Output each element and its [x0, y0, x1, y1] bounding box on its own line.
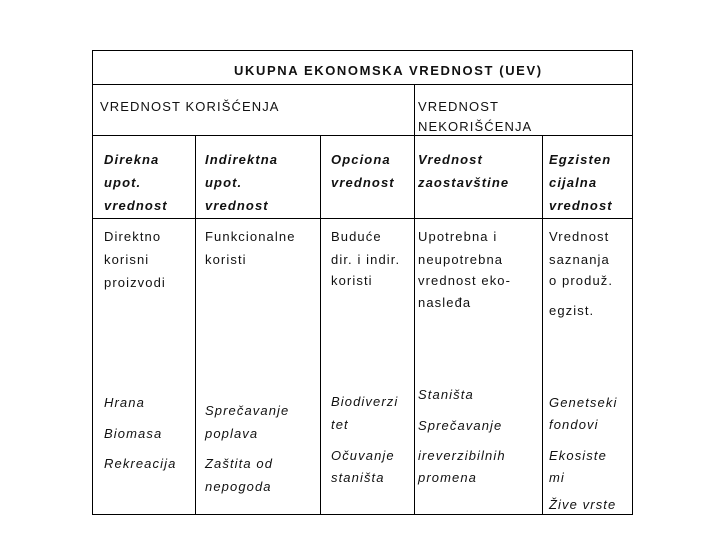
uev-table [92, 50, 633, 515]
col1-header-line1: Direkna [104, 152, 160, 167]
col2-header-line3: vrednost [205, 198, 269, 213]
nonuse-value-header-line1: VREDNOST [418, 99, 500, 114]
col3-desc-line3: koristi [331, 273, 373, 288]
col3-example-3: Očuvanje [331, 448, 395, 463]
col2-desc-line2: koristi [205, 252, 247, 267]
col1-example-2: Biomasa [104, 426, 163, 441]
group-header-divider [93, 135, 632, 136]
col3-example-2: tet [331, 417, 349, 432]
col5-example-1: Genetseki [549, 395, 618, 410]
col5-desc-line1: Vrednost [549, 229, 610, 244]
col5-header-line1: Egzisten [549, 152, 612, 167]
col-divider-2 [320, 135, 321, 515]
col4-example-4: promena [418, 470, 478, 485]
col4-header-line2: zaostavštine [418, 175, 510, 190]
col2-header-line1: Indirektna [205, 152, 279, 167]
col4-desc-line2: neupotrebna [418, 252, 504, 267]
col3-desc-line1: Buduće [331, 229, 382, 244]
col2-desc-line1: Funkcionalne [205, 229, 296, 244]
col4-desc-line1: Upotrebna i [418, 229, 498, 244]
col2-example-3: Zaštita od [205, 456, 274, 471]
col4-example-2: Sprečavanje [418, 418, 503, 433]
title-row-divider [93, 84, 632, 85]
col5-example-2: fondovi [549, 417, 599, 432]
col3-header-line2: vrednost [331, 175, 395, 190]
col2-example-4: nepogoda [205, 479, 272, 494]
col4-desc-line3: vrednost eko- [418, 273, 512, 288]
col4-example-3: ireverzibilnih [418, 448, 506, 463]
col1-desc-line3: proizvodi [104, 275, 166, 290]
col5-example-4: mi [549, 470, 565, 485]
col1-example-3: Rekreacija [104, 456, 177, 471]
use-value-header: VREDNOST KORIŠĆENJA [100, 99, 280, 114]
col1-desc-line2: korisni [104, 252, 150, 267]
col5-desc-line4: egzist. [549, 303, 595, 318]
col2-example-2: poplava [205, 426, 259, 441]
col1-desc-line1: Direktno [104, 229, 162, 244]
col1-header-line2: upot. [104, 175, 142, 190]
col3-example-1: Biodiverzi [331, 394, 399, 409]
column-header-divider [93, 218, 632, 219]
col3-desc-line2: dir. i indir. [331, 252, 401, 267]
col-divider-4 [542, 135, 543, 515]
col4-header-line1: Vrednost [418, 152, 483, 167]
col2-example-1: Sprečavanje [205, 403, 290, 418]
col5-header-line3: vrednost [549, 198, 613, 213]
col4-desc-line4: nasleđa [418, 295, 472, 310]
table-title: UKUPNA EKONOMSKA VREDNOST (UEV) [234, 63, 543, 78]
col1-header-line3: vrednost [104, 198, 168, 213]
col5-example-5: Žive vrste [549, 497, 617, 512]
col5-header-line2: cijalna [549, 175, 598, 190]
col-divider-1 [195, 135, 196, 515]
col2-header-line2: upot. [205, 175, 243, 190]
col5-desc-line2: saznanja [549, 252, 610, 267]
col3-header-line1: Opciona [331, 152, 391, 167]
col1-example-1: Hrana [104, 395, 145, 410]
col5-example-3: Ekosiste [549, 448, 607, 463]
use-nonuse-divider [414, 84, 415, 515]
col5-desc-line3: o produž. [549, 273, 614, 288]
col3-example-4: staništa [331, 470, 385, 485]
col4-example-1: Staništa [418, 387, 474, 402]
nonuse-value-header-line2: NEKORIŠĆENJA [418, 119, 533, 134]
